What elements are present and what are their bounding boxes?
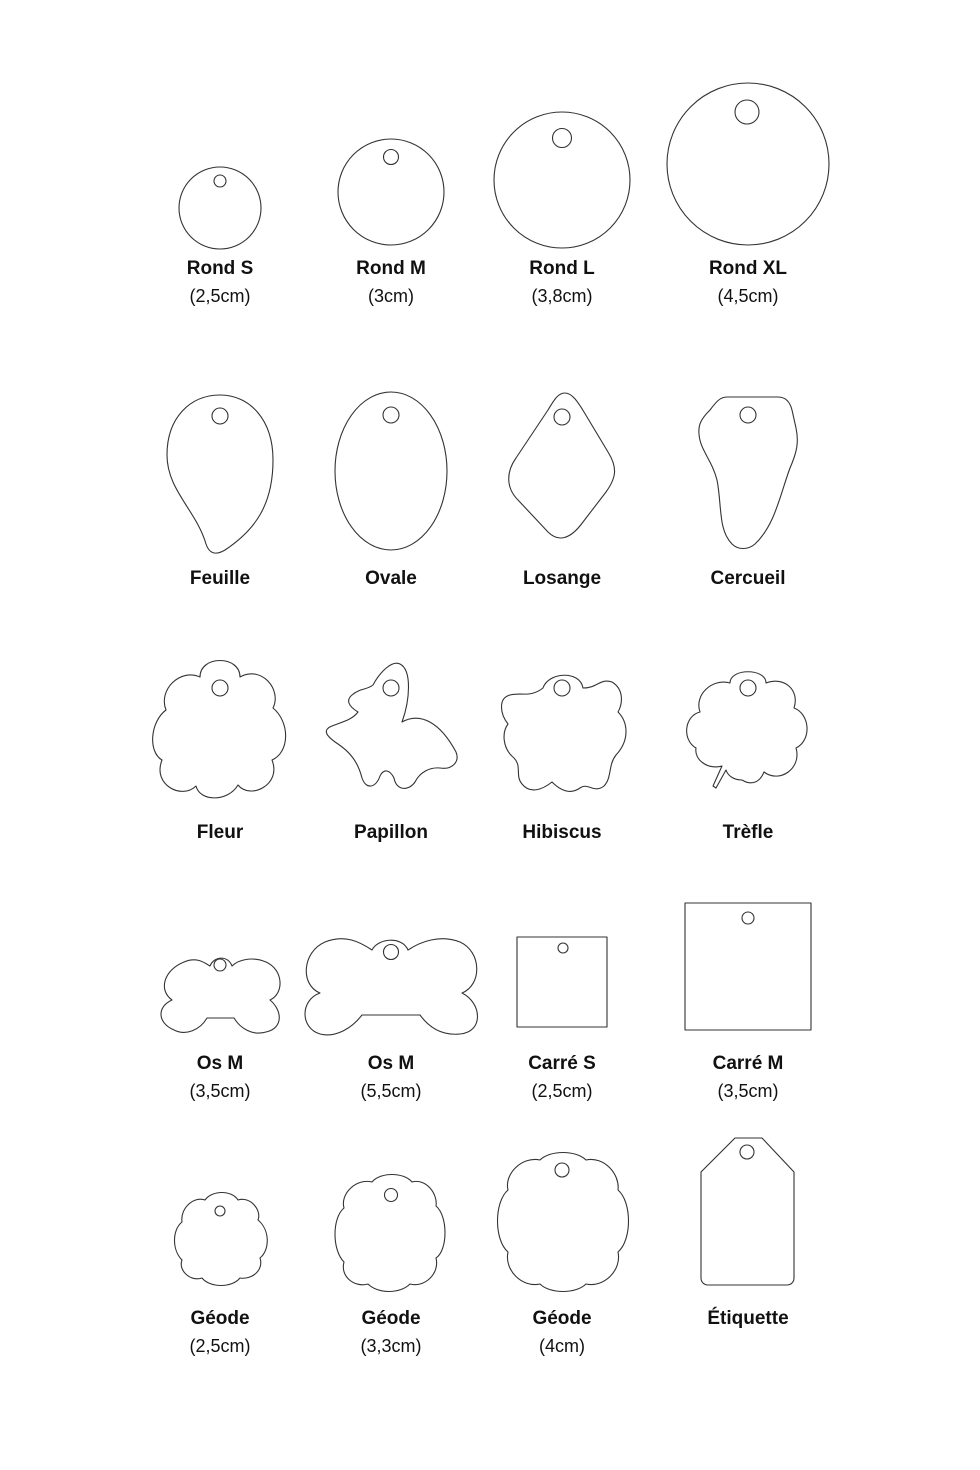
tag-label-losange [472, 567, 652, 591]
tag-name: Trèfle [722, 822, 774, 843]
shape-papillon [326, 663, 457, 788]
shape-geode-25 [175, 1193, 268, 1286]
tag-name: Fleur [196, 822, 244, 843]
tag-size: (3,3cm) [360, 1336, 422, 1356]
tag-name: Ovale [365, 568, 417, 589]
tag-label-rond-xl [658, 257, 838, 308]
tag-label-carre-s [472, 1052, 652, 1103]
tag-size: (4cm) [539, 1336, 585, 1356]
tag-name: Hibiscus [522, 822, 602, 843]
tag-name: Carré S [528, 1053, 596, 1074]
tag-label-cercueil [658, 567, 838, 591]
tag-size: (3cm) [368, 286, 414, 306]
shape-rond-m [338, 139, 444, 245]
tag-label-trefle [658, 821, 838, 845]
tag-name: Rond S [186, 258, 254, 279]
shape-rond-l [494, 112, 630, 248]
tag-name: Feuille [189, 568, 251, 589]
shape-cercueil [699, 397, 798, 549]
tag-label-ovale [301, 567, 481, 591]
tag-name: Losange [522, 568, 602, 589]
tag-size: (3,5cm) [189, 1081, 251, 1101]
tag-label-os-m-35 [130, 1052, 310, 1103]
tag-name: Os M [367, 1053, 415, 1074]
tag-name: Cercueil [710, 568, 786, 589]
tag-label-papillon [301, 821, 481, 845]
shape-rond-s [179, 167, 261, 249]
tag-size: (3,8cm) [531, 286, 593, 306]
shape-hibiscus [502, 675, 627, 791]
shape-etiquette [701, 1138, 794, 1285]
shape-os-m-35 [161, 958, 280, 1033]
shape-carre-s [517, 937, 607, 1027]
tag-label-etiquette [658, 1307, 838, 1331]
tag-name: Géode [532, 1308, 592, 1329]
tag-label-rond-s [130, 257, 310, 308]
shape-geode-33 [335, 1175, 445, 1292]
tag-label-fleur [130, 821, 310, 845]
tag-size: (3,5cm) [717, 1081, 779, 1101]
tag-name: Géode [361, 1308, 421, 1329]
shape-rond-xl [667, 83, 829, 245]
shape-feuille [167, 395, 273, 553]
tag-name: Rond L [529, 258, 595, 279]
shape-trefle [687, 672, 807, 788]
shape-os-m-55 [305, 939, 478, 1035]
shape-geode-4 [498, 1153, 629, 1292]
tag-name: Étiquette [707, 1308, 789, 1329]
tag-label-feuille [130, 567, 310, 591]
tag-label-geode-25 [130, 1307, 310, 1358]
tag-label-geode-4 [472, 1307, 652, 1358]
shape-ovale [335, 392, 447, 550]
tag-label-rond-l [472, 257, 652, 308]
tag-name: Papillon [354, 822, 428, 843]
tag-label-carre-m [658, 1052, 838, 1103]
tag-name: Rond XL [708, 258, 788, 279]
shape-carre-m [685, 903, 811, 1030]
tag-size: (5,5cm) [360, 1081, 422, 1101]
tag-size: (2,5cm) [189, 1336, 251, 1356]
tag-label-rond-m [301, 257, 481, 308]
tag-name: Os M [196, 1053, 244, 1074]
tag-size: (2,5cm) [531, 1081, 593, 1101]
tag-size: (2,5cm) [189, 286, 251, 306]
tag-name: Géode [190, 1308, 250, 1329]
tag-name: Carré M [712, 1053, 784, 1074]
tag-label-hibiscus [472, 821, 652, 845]
tag-size: (4,5cm) [717, 286, 779, 306]
tag-label-geode-33 [301, 1307, 481, 1358]
shape-losange [509, 393, 615, 538]
tag-name: Rond M [356, 258, 426, 279]
shape-fleur [153, 661, 286, 798]
tag-label-os-m-55 [301, 1052, 481, 1103]
